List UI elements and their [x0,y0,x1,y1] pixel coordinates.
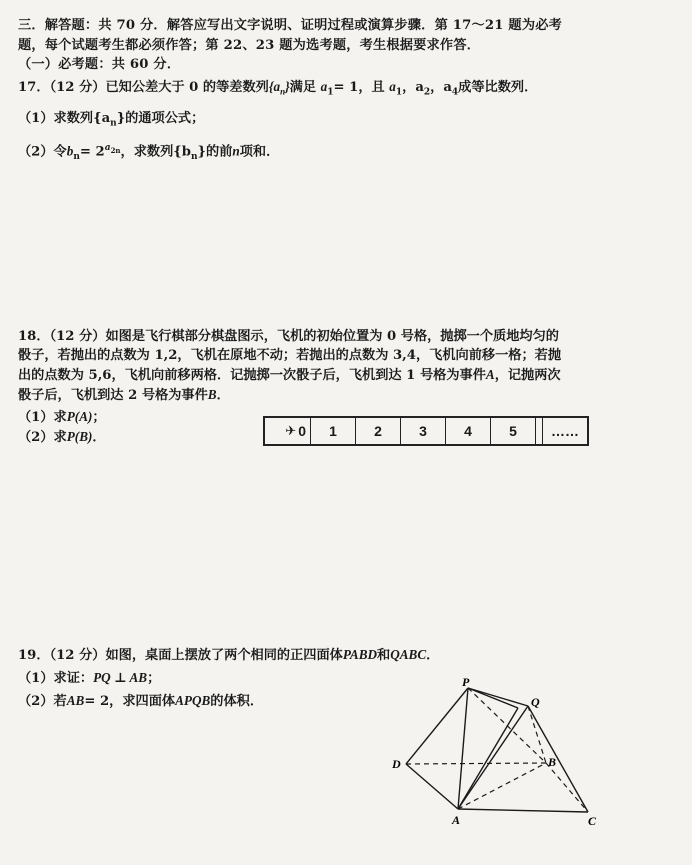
q18-line2: 骰子，若抛出的点数为 1,2，飞机在原地不动；若抛出的点数为 3,4，飞机向前移一格；若抛 [18,348,562,363]
edge-BC [546,763,588,812]
edge-QA [458,706,528,809]
label-Q: Q [531,695,540,709]
label-B: B [548,755,557,769]
q17-part2: （2）令$b_n= 2^{a_{2n}}$，求数列$\{b_n\}$的前n项和． [18,143,280,163]
label-A: A [452,813,461,827]
board-cell-1: 1 [311,418,356,444]
tetrahedra-figure [388,678,618,828]
edge-PD [406,688,468,764]
chess-board [263,416,589,446]
edge-AC [458,809,588,812]
edge-QC [528,706,588,812]
q18-line4: 骰子后，飞机到达 2 号格为事件B． [18,387,230,403]
edge-DA [406,764,458,809]
label-P: P [462,678,470,689]
q19-stem: 19．（12 分）如图，桌面上摆放了两个相同的正四面体PABD和QABC． [18,647,440,663]
section-subheader: （一）必考题：共 60 分． [18,57,181,72]
label-D: D [392,757,401,771]
airplane-icon: ✈ [285,423,297,438]
q19-part2: （2）若AB= 2，求四面体APQB的体积． [18,693,264,709]
section-header: 三．解答题：共 70 分．解答应写出文字说明、证明过程或演算步骤．第 17～21 题为必考 [18,18,562,33]
q17-stem: 17．（12 分）已知公差大于 0 的等差数列$\{a_n\}$满足 $a_1= 1$，且 $a_1$，$a_2$，$a_4$成等比数列． [18,79,538,98]
edge-QB [528,706,546,763]
board-cell-2: 2 [356,418,401,444]
edge-DB [406,763,546,764]
q18-part1: （1）求P(A)； [18,409,106,425]
edge-PA [458,688,468,809]
section-instructions: 题，每个试题考生都必须作答；第 22、23 题为选考题，考生根据要求作答． [18,38,481,53]
label-C: C [588,814,597,828]
edge-P-ridge [468,688,518,708]
board-cell-0: ✈ 0 [265,418,311,444]
board-cell-3: 3 [401,418,446,444]
board-cell-4: 4 [446,418,491,444]
q19-part1: （1）求证：PQ ⊥ AB； [18,670,161,686]
q18-line1: 18．（12 分）如图是飞行棋部分棋盘图示，飞机的初始位置为 0 号格，抛掷一个质地均匀的 [18,329,559,344]
question-17 [18,77,668,167]
q18-line3: 出的点数为 5,6，飞机向前移两格．记抛掷一次骰子后，飞机到达 1 号格为事件A，记抛两次 [18,367,561,383]
q18-part2: （2）求P(B)． [18,429,106,445]
q17-part1: （1）求数列$\{a_n\}$的通项公式； [18,110,205,129]
board-cell-more: …… [542,418,587,444]
edge-ridge-A [458,708,518,809]
board-cell-5: 5 [491,418,536,444]
